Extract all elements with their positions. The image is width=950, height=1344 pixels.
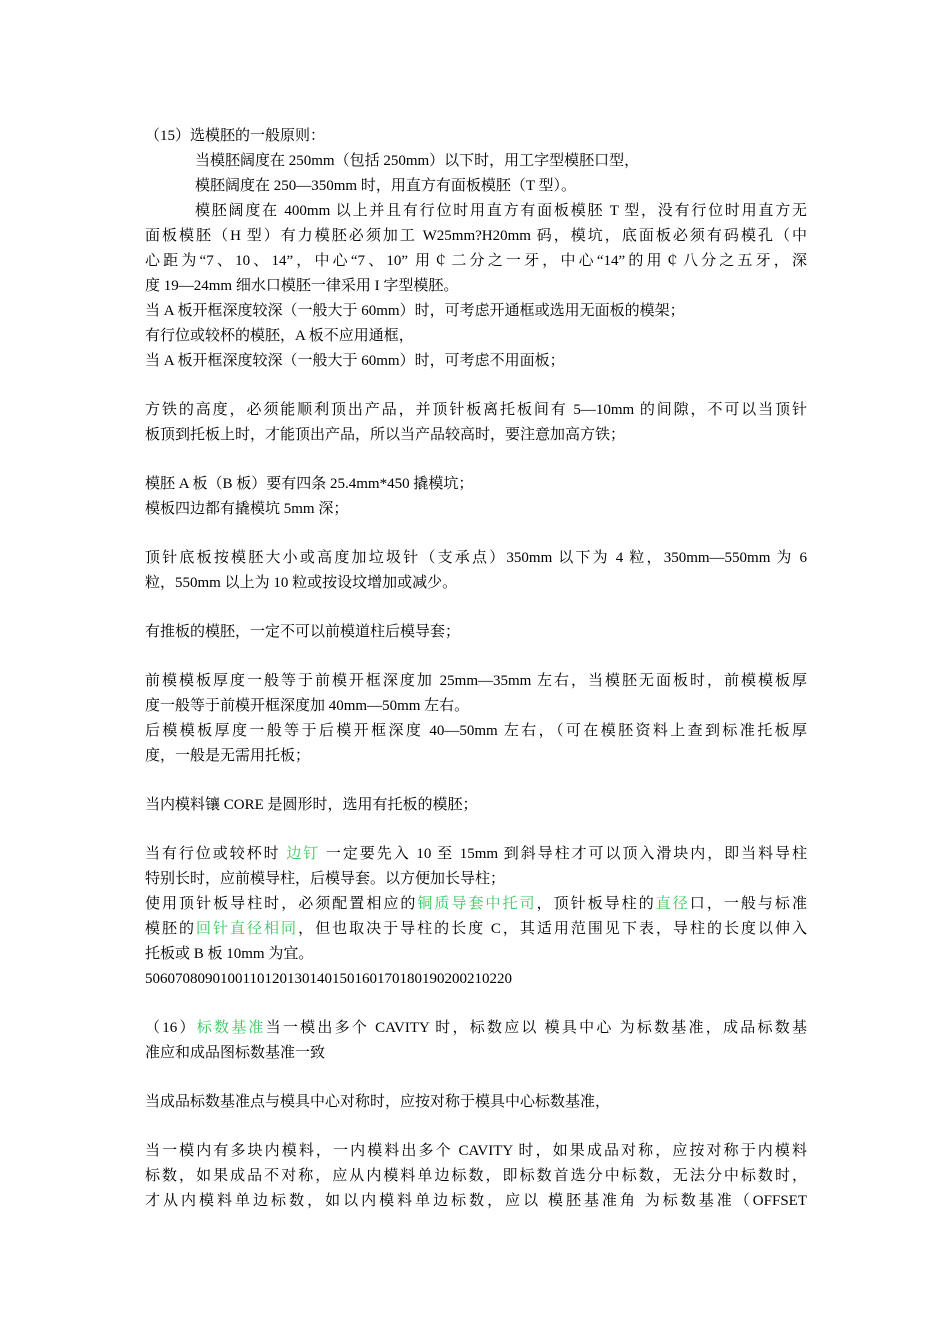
text-run: ，但也取决于导柱的长度 C，其适用范围见下表，导柱的长度以伸入	[298, 921, 807, 937]
text-run: ，顶针板导柱的	[536, 896, 656, 912]
paragraph-line: 度，一般是无需用托板；	[145, 748, 311, 764]
text-run: 当一模出多个 CAVITY 时，标数应以 模具中心 为标数基准，成品标数基	[265, 1020, 807, 1036]
paragraph-line: 心距为“7、10、14”，中心“7、10” 用￠二分之一牙，中心“14”的用￠八分之五牙，深	[145, 253, 807, 269]
paragraph-line: 模胚阔度在 250—350mm 时，用直方有面板模胚（T 型）。	[195, 178, 576, 194]
paragraph-line: 模胚阔度在 400mm 以上并且有行位时用直方有面板模胚 T 型，没有行位时用直方无	[195, 203, 807, 219]
paragraph-line: 顶针底板按模胚大小或高度加垃圾针（支承点）350mm 以下为 4 粒，350mm—550mm 为 6	[145, 550, 807, 566]
highlighted-term: 回针直径相同	[196, 921, 299, 937]
paragraph-line: 模胚 A 板（B 板）要有四条 25.4mm*450 撬模坑；	[145, 476, 474, 492]
paragraph-line: 前模模板厚度一般等于前模开框深度加 25mm—35mm 左右，当模胚无面板时，前模模板厚	[145, 673, 807, 689]
paragraph-line: 后模模板厚度一般等于后模开框深度 40—50mm 左右，（可在模胚资料上查到标准托板厚	[145, 723, 807, 739]
paragraph-line: 粒，550mm 以上为 10 粒或按设坟增加或减少。	[145, 575, 458, 591]
paragraph-line	[145, 917, 807, 942]
paragraph-line: 准应和成品图标数基准一致	[145, 1045, 326, 1061]
text-run: 当有行位或较杯时	[145, 846, 287, 862]
paragraph-line: 当一模内有多块内模料，一内模料出多个 CAVITY 时，如果成品对称，应按对称于内模料	[145, 1143, 807, 1159]
paragraph-line	[145, 892, 807, 917]
text-run: 一定要先入 10 至 15mm 到斜导柱才可以顶入滑块内，即当料导柱	[320, 846, 807, 862]
paragraph-line: 才从内模料单边标数，如以内模料单边标数，应以 模胚基准角 为标数基准（OFFSET	[145, 1193, 807, 1209]
paragraph-line	[145, 842, 807, 867]
text-run: 使用顶针板导柱时，必须配置相应的	[145, 896, 418, 912]
highlighted-term: 边钉	[286, 846, 321, 862]
document-body	[145, 124, 807, 1214]
paragraph-line: 当 A 板开框深度较深（一般大于 60mm）时，可考虑开通框或选用无面板的模架；	[145, 303, 685, 319]
paragraph-line: 当成品标数基准点与模具中心对称时，应按对称于模具中心标数基准，	[145, 1094, 611, 1110]
paragraph-line: 度一般等于前模开框深度加 40mm—50mm 左右。	[145, 698, 470, 714]
paragraph-line: 有推板的模胚，一定不可以前模道柱后模导套；	[145, 624, 461, 640]
text-run: 模胚的	[145, 921, 197, 937]
highlighted-term: 直径	[655, 896, 690, 912]
paragraph-line: 当模胚阔度在 250mm（包括 250mm）以下时，用工字型模胚口型，	[195, 153, 640, 169]
paragraph-line: 当 A 板开框深度较深（一般大于 60mm）时，可考虑不用面板；	[145, 353, 565, 369]
highlighted-term: 标数基准	[196, 1020, 266, 1036]
highlighted-term: 铜质导套中托司	[417, 896, 537, 912]
paragraph-line: 方铁的高度，必须能顺利顶出产品，并顶针板离托板间有 5—10mm 的间隙，不可以当顶针	[145, 402, 807, 418]
section-15-title: （15）选模胚的一般原则：	[145, 128, 326, 144]
paragraph-line: 模板四边都有撬模坑 5mm 深；	[145, 501, 349, 517]
paragraph-line: 有行位或较杯的模胚，A 板不应用通框，	[145, 328, 414, 344]
paragraph-line: 面板模胚（H 型）有力模胚必须加工 W25mm?H20mm 码，模坑，底面板必须有码模孔（中	[145, 228, 807, 244]
section-16-title	[145, 1016, 807, 1041]
text-run: 口，一般与标准	[689, 896, 807, 912]
paragraph-line: 板顶到托板上时，才能顶出产品，所以当产品较高时，要注意加高方铁；	[145, 427, 626, 443]
paragraph-line: 标数，如果成品不对称，应从内模料单边标数，即标数首选分中标数，无法分中标数时，	[145, 1168, 807, 1184]
number-sequence: 506070809010011012013014015016017018019020021022​0	[145, 971, 512, 987]
text-run: （16）	[145, 1020, 197, 1036]
paragraph-line: 托板或 B 板 10mm 为宜。	[145, 946, 314, 962]
paragraph-line: 特别长时，应前模导柱，后模导套。以方便加长导柱；	[145, 871, 506, 887]
paragraph-line: 度 19—24mm 细水口模胚一律采用 I 字型模胚。	[145, 278, 459, 294]
paragraph-line: 当内模料镶 CORE 是圆形时，选用有托板的模胚；	[145, 797, 478, 813]
